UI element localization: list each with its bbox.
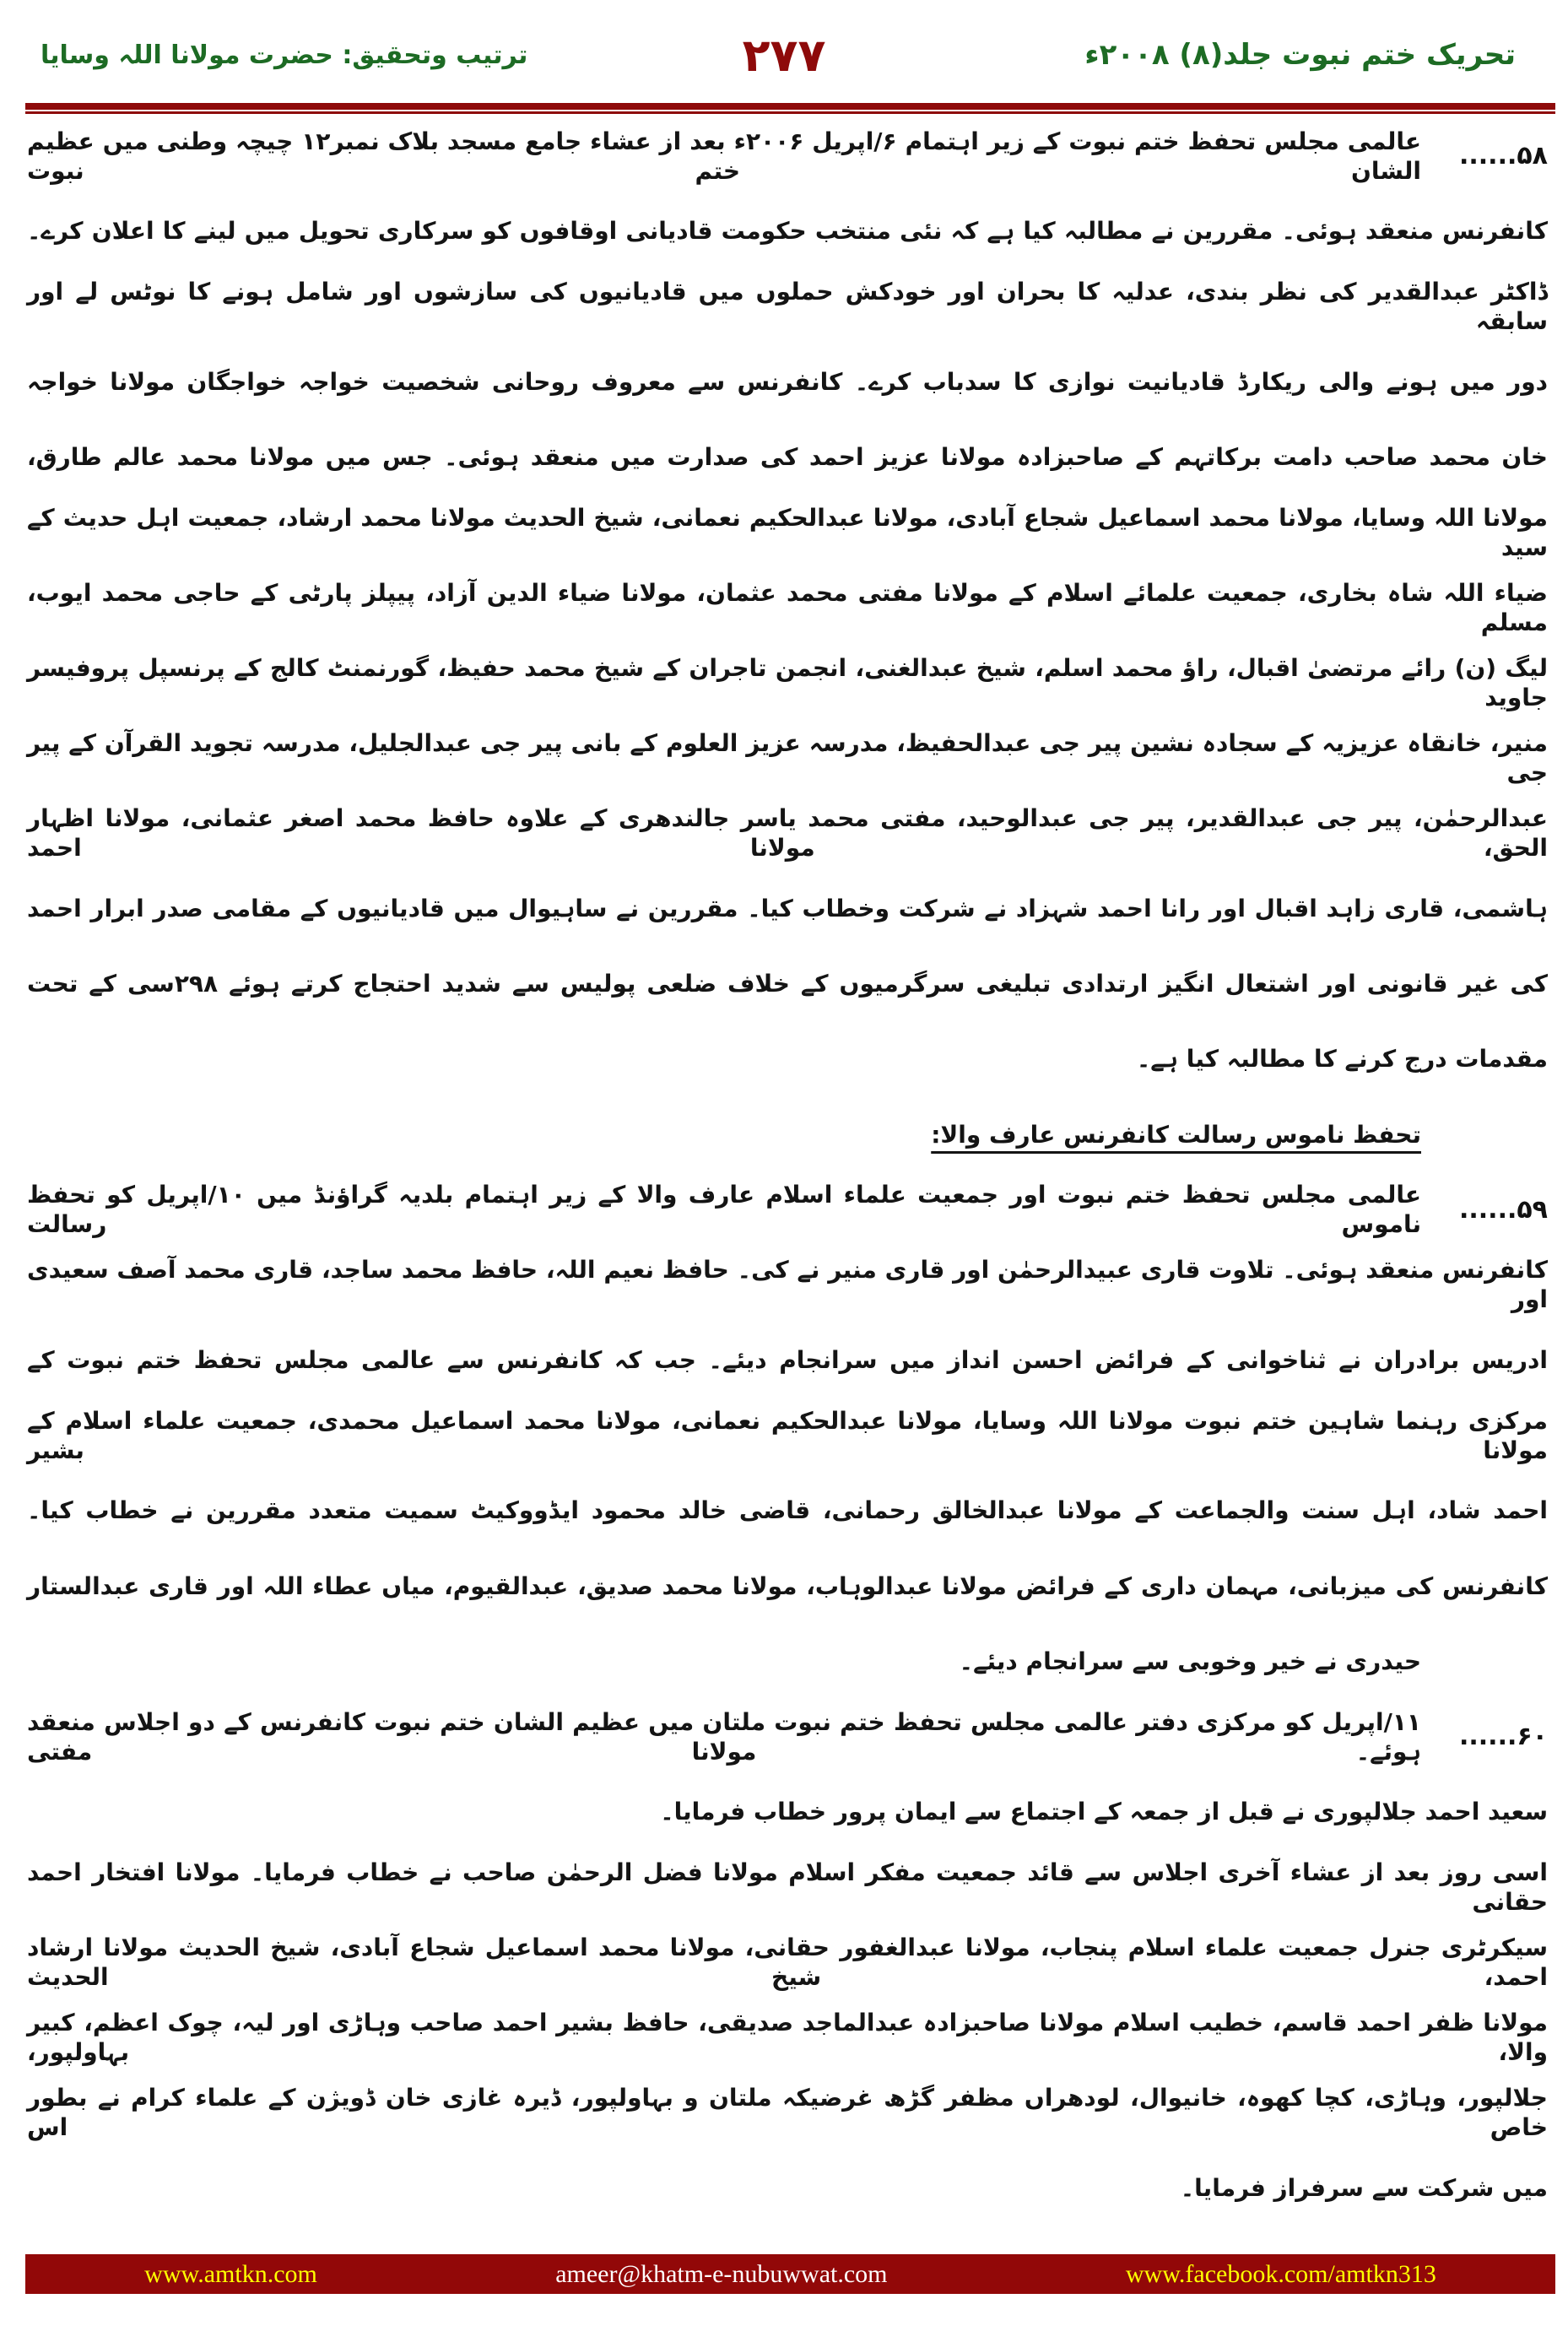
item-number: ۵۹...... <box>1458 1194 1548 1225</box>
line-text: کی غیر قانونی اور اشتعال انگیز ارتدادی تبلیغی سرگرمیوں کے خلاف ضلعی پولیس سے شدید احتجاج کرتے ہوئے ۲۹۸سی کے تحت <box>27 970 1548 998</box>
line-text: ادریس برادران نے ثناخوانی کے فرائض احسن انداز میں سرانجام دیئے۔ جب کہ کانفرنس سے عالمی مجلس تحفظ ختم نبوت کے <box>27 1346 1548 1375</box>
item-number: ۶۰...... <box>1458 1722 1548 1752</box>
text-line <box>27 419 1548 495</box>
line-text: مولانا اللہ وسایا، مولانا محمد اسماعیل شجاع آبادی، مولانا عبدالحکیم نعمانی، شیخ الحدیث مولانا محمد ارشاد، جمعیت اہل حدیث کے سید <box>27 503 1548 561</box>
line-text: حیدری نے خیر وخوبی سے سرانجام دیئے۔ <box>959 1647 1421 1675</box>
text-line <box>27 1624 1548 1699</box>
text-line <box>27 344 1548 419</box>
text-line <box>27 796 1548 871</box>
text-line <box>27 1849 1548 1924</box>
website-link[interactable]: www.amtkn.com <box>144 2259 317 2288</box>
document-body <box>27 118 1548 2226</box>
email-link[interactable]: ameer@khatm-e-nubuwwat.com <box>555 2259 888 2288</box>
header-divider-thin <box>25 111 1555 114</box>
line-text: کانفرنس منعقد ہوئی۔ مقررین نے مطالبہ کیا ہے کہ نئی منتخب حکومت قادیانی اوقافوں کو سرکاری تحویل میں لینے کا اعلان کرے۔ <box>27 217 1548 246</box>
text-line <box>27 721 1548 796</box>
text-line <box>27 118 1548 193</box>
line-text: جلالپور، وہاڑی، کچا کھوہ، خانیوال، لودھراں مظفر گڑھ غرضیکہ ملتان و بہاولپور، ڈیرہ غازی خان ڈویژن کے علماء کرام نے بطور خاص اس <box>27 2084 1548 2142</box>
text-line <box>27 1172 1548 1247</box>
line-text: لیگ (ن) رائے مرتضیٰ اقبال، راؤ محمد اسلم، شیخ عبدالغنی، انجمن تاجران کے شیخ محمد حفیظ، گورنمنٹ کالج کے پرنسپل پروفیسر جاوید <box>27 653 1548 711</box>
book-title: تحریک ختم نبوت جلد(۸) ۲۰۰۸ء <box>1084 38 1516 72</box>
text-line <box>27 871 1548 946</box>
text-line <box>27 495 1548 570</box>
line-text: مقدمات درج کرنے کا مطالبہ کیا ہے۔ <box>1136 1045 1548 1074</box>
text-line <box>27 1774 1548 1849</box>
footer-bar <box>25 2254 1555 2294</box>
line-text: میں شرکت سے سرفراز فرمایا۔ <box>1180 2174 1548 2203</box>
text-line <box>27 1473 1548 1548</box>
section-heading <box>27 1096 1548 1171</box>
item-number: ۵۸...... <box>1458 141 1548 171</box>
line-text: احمد شاد، اہل سنت والجماعت کے مولانا عبدالخالق رحمانی، قاضی خالد محمود ایڈووکیٹ سمیت متعدد مقررین نے خطاب کیا۔ <box>27 1496 1548 1525</box>
line-text: ضیاء اللہ شاہ بخاری، جمعیت علمائے اسلام کے مولانا مفتی محمد عثمان، مولانا ضیاء الدین آزاد، پیپلز پارٹی کے حاجی محمد ایوب، مسلم <box>27 578 1548 636</box>
text-line <box>27 268 1548 343</box>
text-line <box>27 1021 1548 1096</box>
line-text: ڈاکٹر عبدالقدیر کی نظر بندی، عدلیہ کا بحران اور خودکش حملوں میں قادیانیوں کی سازشوں اور شامل ہونے کا نوٹس لے اور سابقہ <box>27 277 1548 335</box>
line-text: منیر، خانقاہ عزیزیہ کے سجادہ نشین پیر جی عبدالحفیظ، مدرسہ عزیز العلوم کے بانی پیر جی عبدالجلیل، مدرسہ تجوید القرآن کے پیر جی <box>27 729 1548 787</box>
text-line <box>27 1247 1548 1322</box>
compiler-credit: ترتیب وتحقیق: حضرت مولانا اللہ وسایا <box>41 40 528 70</box>
line-text: ہاشمی، قاری زاہد اقبال اور رانا احمد شہزاد نے شرکت وخطاب کیا۔ مقررین نے ساہیوال میں قادیانیوں کے مقامی صدر ابرار احمد <box>27 894 1548 922</box>
text-line <box>27 2075 1548 2150</box>
line-text: عبدالرحمٰن، پیر جی عبدالقدیر، پیر جی عبدالوحید، مفتی محمد یاسر جالندھری کے علاوہ حافظ محمد اصغر عثمانی، مولانا اظہار الحق، مولانا احمد <box>27 804 1548 863</box>
line-text: دور میں ہونے والی ریکارڈ قادیانیت نوازی کا سدباب کرے۔ کانفرنس سے معروف روحانی شخصیت خواجہ خواجگان مولانا خواجہ <box>27 367 1548 396</box>
facebook-link[interactable]: www.facebook.com/amtkn313 <box>1125 2259 1436 2288</box>
line-text: مولانا ظفر احمد قاسم، خطیب اسلام مولانا صاحبزادہ عبدالماجد صدیقی، حافظ بشیر احمد صاحب وہاڑی اور لیہ، چوک اعظم، کبیر والا، بہاولپور، <box>27 2009 1548 2067</box>
line-text: عالمی مجلس تحفظ ختم نبوت کے زیر اہتمام ۶/اپریل ۲۰۰۶ء بعد از عشاء جامع مسجد بلاک نمبر۱۲ چیچہ وطنی میں عظیم الشان ختم نبوت <box>27 127 1421 185</box>
line-text: مرکزی رہنما شاہین ختم نبوت مولانا اللہ وسایا، مولانا عبدالحکیم نعمانی، مولانا محمد اسماعیل محمدی، جمعیت علماء اسلام کے مولانا بشیر <box>27 1406 1548 1464</box>
text-line <box>27 1398 1548 1473</box>
line-text: کانفرنس منعقد ہوئی۔ تلاوت قاری عبیدالرحمٰن اور قاری منیر نے کی۔ حافظ نعیم اللہ، حافظ محمد ساجد، قاری محمد آصف سعیدی اور <box>27 1256 1548 1314</box>
text-line <box>27 1549 1548 1624</box>
page-number: ۲۷۷ <box>742 28 826 82</box>
line-text: سیکرٹری جنرل جمعیت علماء اسلام پنجاب، مولانا عبدالغفور حقانی، مولانا محمد اسماعیل شجاع آبادی، شیخ الحدیث مولانا ارشاد احمد، شیخ الحدیث <box>27 1934 1548 1992</box>
line-text: سعید احمد جلالپوری نے قبل از جمعہ کے اجتماع سے ایمان پرور خطاب فرمایا۔ <box>660 1798 1548 1826</box>
text-line <box>27 645 1548 720</box>
text-line <box>27 1925 1548 2000</box>
text-line <box>27 1322 1548 1398</box>
text-line <box>27 2150 1548 2226</box>
line-text: ۱۱/اپریل کو مرکزی دفتر عالمی مجلس تحفظ ختم نبوت ملتان میں عظیم الشان ختم نبوت کانفرنس کے دو اجلاس منعقد ہوئے۔ مولانا مفتی <box>27 1707 1421 1766</box>
line-text: کانفرنس کی میزبانی، مہمان داری کے فرائض مولانا عبدالوہاب، مولانا محمد صدیق، عبدالقیوم، میاں عطاء اللہ اور قاری عبدالستار <box>27 1571 1548 1600</box>
line-text: اسی روز بعد از عشاء آخری اجلاس سے قائد جمعیت مفکر اسلام مولانا فضل الرحمٰن صاحب نے خطاب فرمایا۔ مولانا افتخار احمد حقانی <box>27 1858 1548 1916</box>
line-text: خان محمد صاحب دامت برکاتہم کے صاحبزادہ مولانا عزیز احمد کی صدارت میں منعقد ہوئی۔ جس میں مولانا محمد عالم طارق، <box>27 442 1548 471</box>
header-divider-thick <box>25 103 1555 110</box>
text-line <box>27 946 1548 1021</box>
text-line <box>27 193 1548 268</box>
text-line <box>27 1699 1548 1774</box>
line-text: عالمی مجلس تحفظ ختم نبوت اور جمعیت علماء اسلام عارف والا کے زیر اہتمام بلدیہ گراؤنڈ میں ۱۰/اپریل کو تحفظ ناموس رسالت <box>27 1181 1421 1239</box>
heading-text: تحفظ ناموس رسالت کانفرنس عارف والا: <box>931 1120 1421 1149</box>
text-line <box>27 570 1548 645</box>
text-line <box>27 2000 1548 2075</box>
